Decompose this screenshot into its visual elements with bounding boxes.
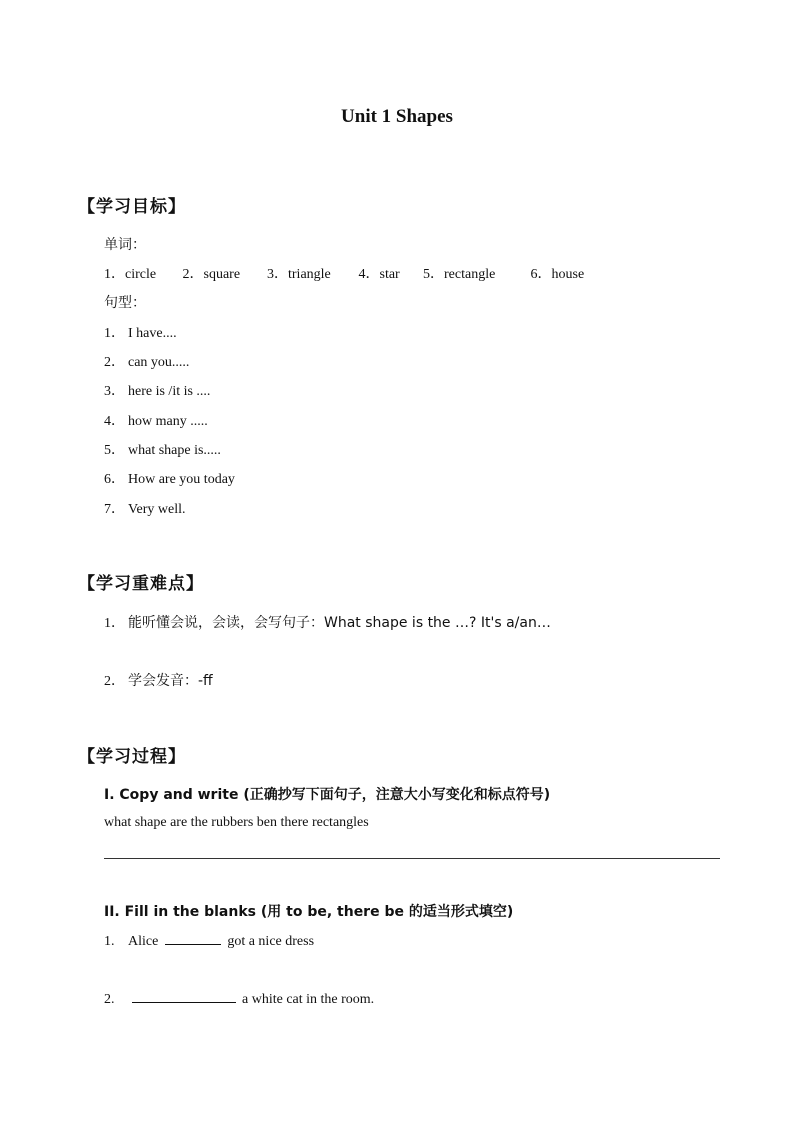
pattern-item: 7． Very well. [104, 502, 186, 517]
vocab-item: 3．triangle [267, 267, 331, 282]
pattern-item: 5． what shape is..... [104, 443, 221, 458]
page-title: Unit 1 Shapes [341, 106, 453, 127]
part2-heading: II. Fill in the blanks (用 to be, there be 的适当形式填空) [104, 904, 514, 920]
vocab-label: 单词： [104, 237, 146, 253]
fill-item: 2. a white cat in the room. [104, 992, 375, 1007]
pattern-item: 2． can you..... [104, 355, 190, 370]
part1-heading: I. Copy and write (正确抄写下面句子，注意大小写变化和标点符号) [104, 787, 551, 803]
vocab-item: 4．star [358, 267, 400, 282]
vocab-item: 2．square [182, 267, 241, 282]
part1-sentence: what shape are the rubbers ben there rectangles [104, 815, 369, 830]
fill-item: 1. Alice got a nice dress [104, 934, 315, 949]
pattern-item: 6． How are you today [104, 472, 235, 487]
vocab-item: 5．rectangle [423, 267, 496, 282]
keypoint-item: 2． 学会发音：-ff [104, 673, 213, 689]
fill-blank[interactable] [132, 990, 236, 1003]
fill-blank[interactable] [165, 932, 221, 945]
pattern-item: 1． I have.... [104, 326, 177, 341]
pattern-item: 3． here is /it is .... [104, 384, 211, 399]
pattern-item: 4． how many ..... [104, 414, 208, 429]
section-heading-keypoints: 【学习重难点】 [78, 574, 204, 594]
vocab-list [104, 263, 584, 283]
section-heading-goals: 【学习目标】 [78, 197, 186, 217]
pattern-label: 句型： [104, 295, 146, 311]
vocab-item: 1．circle [104, 267, 157, 282]
vocab-item: 6．house [530, 267, 585, 282]
keypoint-item: 1． 能听懂会说，会读，会写句子：What shape is the …? It's a/an… [104, 615, 551, 631]
section-heading-process: 【学习过程】 [78, 747, 186, 767]
answer-line[interactable] [104, 858, 720, 859]
